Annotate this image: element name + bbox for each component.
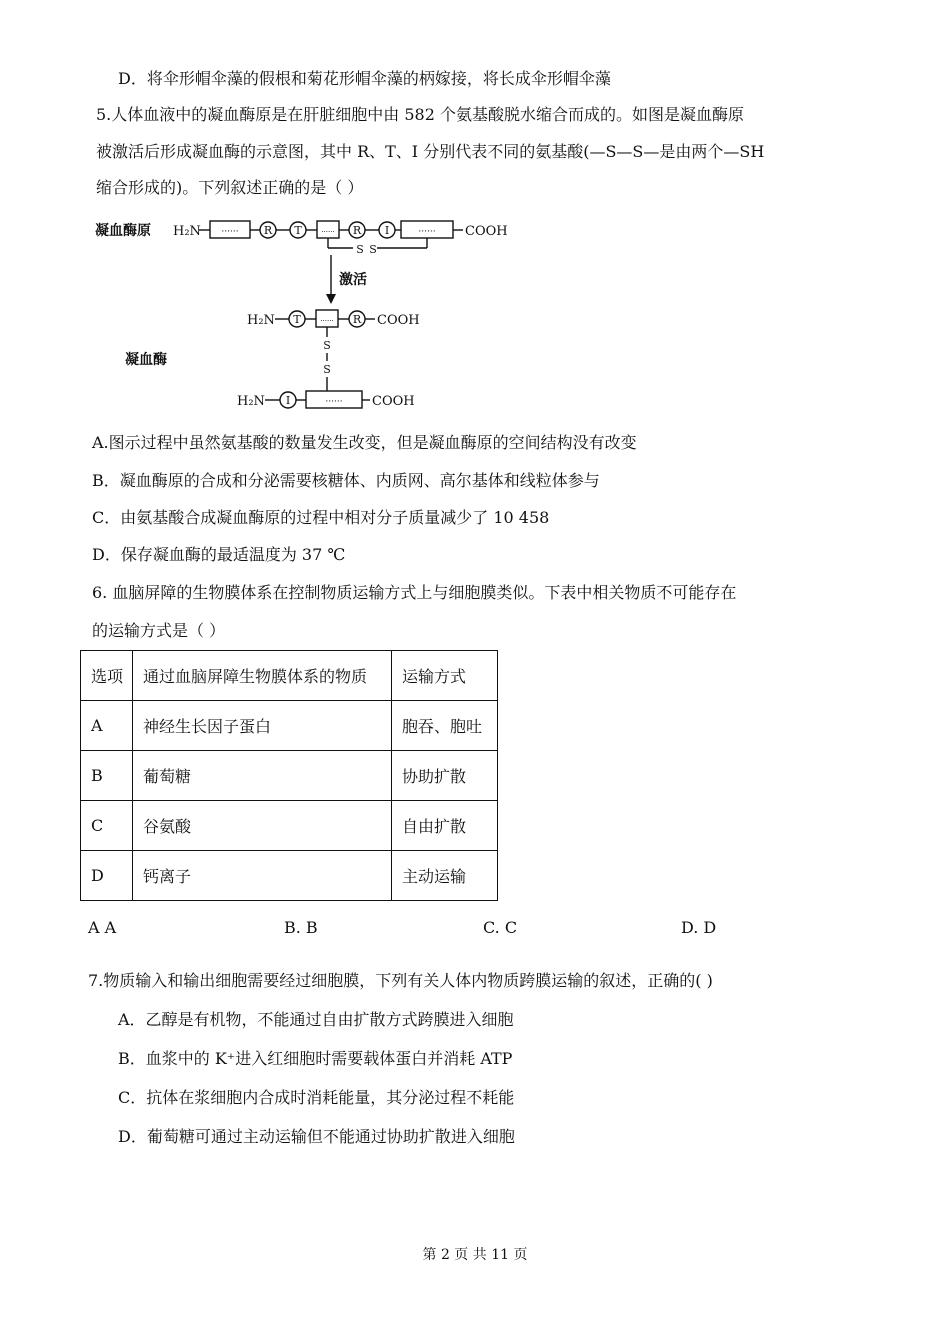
enzyme-sulfur-2: S: [323, 363, 331, 376]
activation-label: 激活: [339, 272, 367, 288]
q6-choice-a: A A: [88, 918, 117, 937]
table-cell: 谷氨酸: [133, 801, 392, 851]
enzyme-chain-b-amino-end: H₂N: [237, 394, 265, 409]
enzyme-chain-b-carboxyl-end: COOH: [372, 394, 415, 409]
precursor-box-3-dots: ······: [418, 227, 436, 237]
q6-table: [80, 650, 498, 901]
precursor-residue-i: I: [384, 224, 390, 237]
q5-option-b: B．凝血酶原的合成和分泌需要核糖体、内质网、高尔基体和线粒体参与: [92, 471, 600, 490]
table-header-row: [81, 651, 498, 701]
table-cell: B: [81, 751, 133, 801]
precursor-sulfur-1: S: [356, 243, 364, 256]
table-row: [81, 751, 498, 801]
enzyme-residue-r: R: [352, 313, 362, 326]
enzyme-chain-a-amino-end: H₂N: [247, 313, 275, 328]
table-cell: D: [81, 851, 133, 901]
table-cell: 钙离子: [133, 851, 392, 901]
q5-option-d: D．保存凝血酶的最适温度为 37 ℃: [92, 545, 346, 564]
table-cell: 协助扩散: [392, 751, 498, 801]
precursor-box-2-dots: ······: [321, 228, 335, 236]
q6-choice-b: B. B: [284, 918, 318, 937]
enzyme-residue-i: I: [285, 394, 291, 407]
q5-stem-line-2: 被激活后形成凝血酶的示意图，其中 R、T、I 分别代表不同的氨基酸(—S—S—是由两个—SH: [96, 142, 765, 161]
table-cell: 胞吞、胞吐: [392, 701, 498, 751]
table-header-cell: 通过血脑屏障生物膜体系的物质: [133, 651, 392, 701]
precursor-residue-r-1: R: [263, 224, 273, 237]
enzyme-label: 凝血酶: [125, 352, 167, 368]
enzyme-box-2-dots: ······: [325, 397, 343, 407]
enzyme-residue-t: T: [293, 313, 301, 326]
prothrombin-activation-diagram: [95, 208, 525, 418]
precursor-sulfur-2: S: [369, 243, 377, 256]
precursor-box-1-dots: ······: [221, 227, 239, 237]
q6-choice-d: D. D: [681, 918, 717, 937]
enzyme-box-1-dots: ······: [320, 317, 334, 325]
q7-option-a: A．乙醇是有机物，不能通过自由扩散方式跨膜进入细胞: [118, 1010, 514, 1029]
table-cell: C: [81, 801, 133, 851]
q7-option-d: D．葡萄糖可通过主动运输但不能通过协助扩散进入细胞: [118, 1127, 515, 1146]
table-cell: 自由扩散: [392, 801, 498, 851]
table-cell: 葡萄糖: [133, 751, 392, 801]
table-header-cell: 运输方式: [392, 651, 498, 701]
q5-stem-line-1: 5.人体血液中的凝血酶原是在肝脏细胞中由 582 个氨基酸脱水缩合而成的。如图是凝血酶原: [96, 105, 744, 124]
precursor-amino-end: H₂N: [173, 224, 201, 239]
q6-choice-c: C. C: [483, 918, 518, 937]
q5-stem-line-3: 缩合形成的)。下列叙述正确的是（ ）: [96, 178, 364, 197]
q4-option-d: D．将伞形帽伞藻的假根和菊花形帽伞藻的柄嫁接，将长成伞形帽伞藻: [118, 69, 611, 88]
table-cell: 神经生长因子蛋白: [133, 701, 392, 751]
q5-option-a: A.图示过程中虽然氨基酸的数量发生改变，但是凝血酶原的空间结构没有改变: [92, 433, 637, 452]
table-row: [81, 701, 498, 751]
precursor-carboxyl-end: COOH: [465, 224, 508, 239]
enzyme-sulfur-1: S: [323, 339, 331, 352]
q6-stem-line-1: 6. 血脑屏障的生物膜体系在控制物质运输方式上与细胞膜类似。下表中相关物质不可能存在: [92, 583, 737, 602]
table-row: [81, 801, 498, 851]
q6-stem-line-2: 的运输方式是（ ）: [92, 621, 226, 640]
table-cell: A: [81, 701, 133, 751]
table-row: [81, 851, 498, 901]
q7-option-c: C．抗体在浆细胞内合成时消耗能量，其分泌过程不耗能: [118, 1088, 515, 1107]
table-cell: 主动运输: [392, 851, 498, 901]
q7-stem: 7.物质输入和输出细胞需要经过细胞膜，下列有关人体内物质跨膜运输的叙述，正确的( ): [88, 971, 713, 990]
table-header-cell: 选项: [81, 651, 133, 701]
precursor-residue-r-2: R: [352, 224, 362, 237]
q5-option-c: C．由氨基酸合成凝血酶原的过程中相对分子质量减少了 10 458: [92, 508, 550, 527]
q7-option-b: B．血浆中的 K⁺进入红细胞时需要载体蛋白并消耗 ATP: [118, 1049, 513, 1068]
page-number: 第 2 页 共 11 页: [422, 1247, 528, 1263]
precursor-residue-t: T: [294, 224, 302, 237]
precursor-label: 凝血酶原: [95, 223, 151, 239]
enzyme-chain-a-carboxyl-end: COOH: [377, 313, 420, 328]
